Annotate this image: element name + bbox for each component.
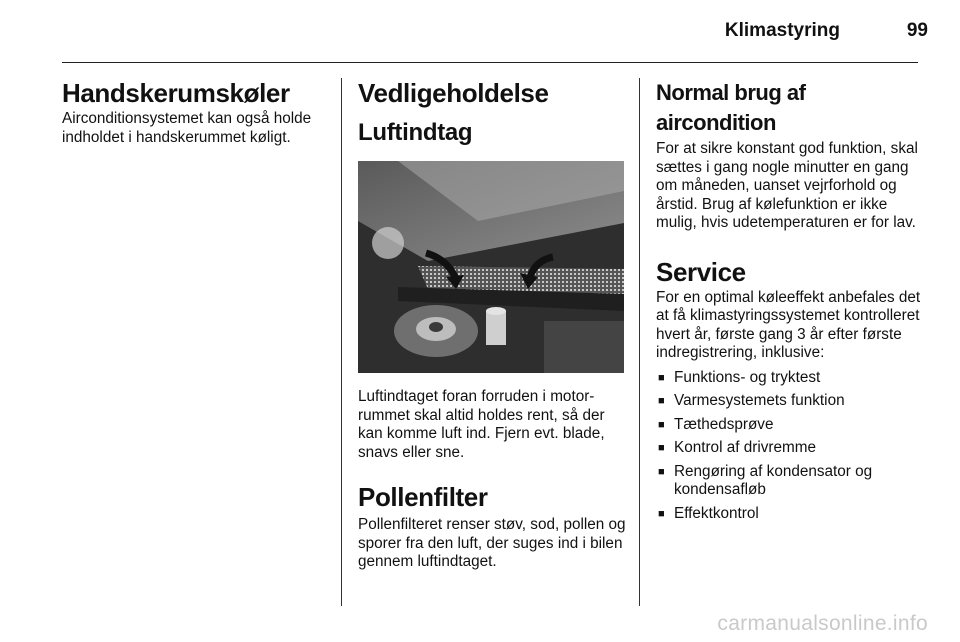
pollenfilter-text: Pollenfilteret renser støv, sod, pollen og sporer fra den luft, der suges ind i bilen gennem luftindtaget. <box>358 516 626 570</box>
service-text: For en optimal køleeffekt anbefales det at få klimastyringssystemet kontrolleret hvert år, første gang 3 år efter første indregistrering, inklusive: <box>656 288 921 361</box>
aircondition-text: For at sikre konstant god funktion, skal sættes i gang nogle minutter en gang om måneden, uanset vejrforhold og årstid. Brug af kølefunktion er ikke mulig, hvis udetemperaturen er for lav. <box>656 140 918 231</box>
handskerumskoler-heading: Handskerumskøler <box>62 78 290 108</box>
column-divider-2 <box>639 78 640 606</box>
service-list-item: ■ Rengøring af kondensator og kondensafløb <box>656 463 928 500</box>
service-list <box>656 369 928 524</box>
service-list-item: ■ Kontrol af drivremme <box>656 439 928 458</box>
aircondition-heading: Normal brug af aircondition <box>656 80 806 135</box>
service-list-item: ■ Effektkontrol <box>656 505 928 524</box>
column-2 <box>358 78 626 572</box>
luftindtag-heading: Luftindtag <box>358 119 473 146</box>
watermark: carmanualsonline.info <box>717 612 928 635</box>
luftindtag-text: Luftindtaget foran forruden i motorrummet skal altid holdes rent, så der kan komme luft ind. Fjern evt. blade, snavs eller sne. <box>358 388 605 461</box>
column-3 <box>656 78 928 528</box>
service-list-item: ■ Tæthedsprøve <box>656 416 928 435</box>
vedligeholdelse-heading: Vedligeholdelse <box>358 78 549 108</box>
page-header-title: Klimastyring <box>724 20 840 41</box>
service-list-item: ■ Funktions- og tryktest <box>656 369 928 388</box>
service-heading: Service <box>656 256 746 287</box>
service-list-item: ■ Varmesystemets funktion <box>656 392 928 411</box>
page-number: 99 <box>906 20 928 41</box>
pollenfilter-heading: Pollenfilter <box>358 482 488 512</box>
handskerumskoler-text: Airconditionsystemet kan også holde indholdet i handskerummet køligt. <box>62 110 312 146</box>
column-divider-1 <box>341 78 342 606</box>
air-intake-photo <box>358 161 624 373</box>
header-divider <box>62 62 918 63</box>
column-1 <box>62 78 330 147</box>
